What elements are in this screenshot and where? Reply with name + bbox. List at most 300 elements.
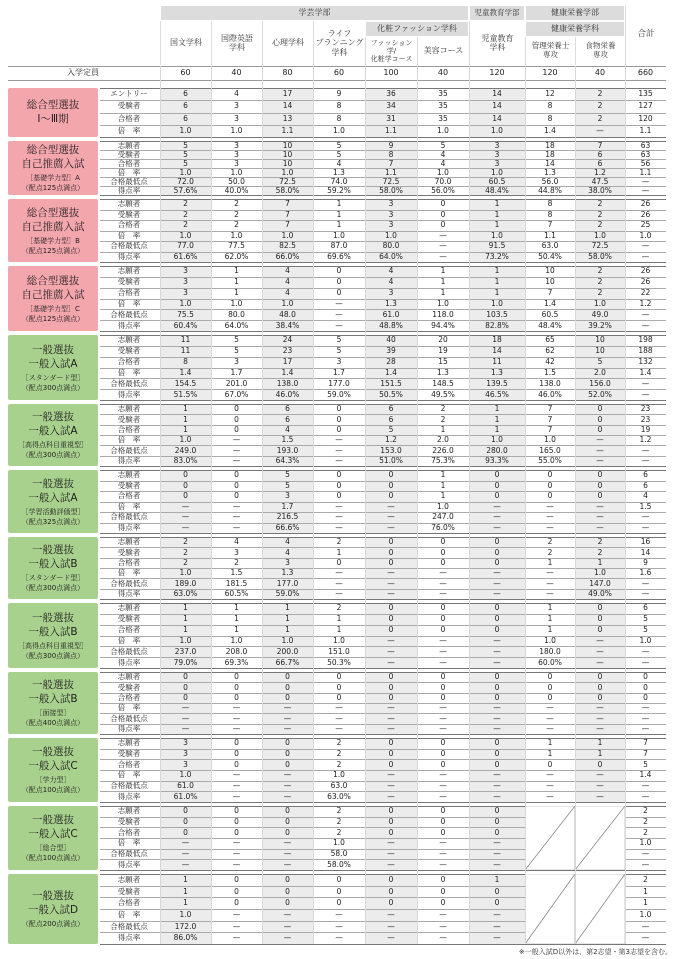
section-label-line: ［高得点科目重視型］ — [18, 641, 88, 650]
row-label: 志願者 — [117, 874, 141, 884]
table-cell: 1.0 — [639, 636, 652, 645]
table-cell: 0 — [643, 683, 648, 692]
table-cell: 0 — [440, 683, 446, 692]
section-label-line: （配点300点満点） — [21, 584, 85, 592]
section-label-line: （配点125点満点） — [21, 246, 85, 255]
section-label-line: 一般入試A — [28, 357, 78, 370]
table-cell: 2 — [440, 405, 446, 414]
table-cell: 0 — [643, 693, 648, 702]
table-cell: 0 — [285, 899, 290, 908]
table-cell: — — [439, 636, 447, 645]
table-cell: 10 — [595, 336, 605, 345]
table-cell: — — [439, 792, 447, 801]
table-cell: 1 — [336, 548, 342, 557]
table-cell: 18 — [545, 141, 555, 150]
row-label: 倍 率 — [117, 770, 141, 780]
table-cell: — — [335, 299, 343, 308]
table-cell: 2 — [234, 210, 239, 219]
table-cell: 3 — [494, 159, 500, 168]
table-cell: 1 — [440, 492, 446, 501]
row-label: 志願者 — [117, 199, 141, 209]
table-cell: — — [387, 569, 395, 578]
table-cell: — — [493, 704, 501, 713]
table-cell: 103.5 — [486, 310, 508, 319]
table-cell: 0 — [336, 415, 342, 424]
row-label: 倍 率 — [117, 230, 141, 240]
table-cell: 2 — [183, 558, 188, 567]
row-label: 合格最低点 — [110, 241, 148, 251]
section-label — [8, 603, 98, 668]
table-cell: 5 — [597, 358, 603, 367]
section-label — [8, 88, 98, 137]
table-cell: 4 — [643, 492, 648, 501]
row-label: 倍 率 — [117, 435, 141, 445]
table-cell: 1 — [547, 750, 553, 758]
table-cell: 4 — [234, 538, 239, 547]
table-cell: 76.0% — [431, 523, 455, 532]
table-cell: — — [232, 724, 241, 733]
table-cell: 216.5 — [276, 513, 299, 522]
row-label: 合格最低点 — [110, 781, 148, 790]
table-cell: 1.0 — [179, 771, 192, 780]
table-cell: 0 — [388, 760, 394, 769]
row-label: 志願者 — [117, 806, 141, 816]
table-cell: 3 — [234, 114, 239, 123]
table-cell: 60.5% — [224, 589, 249, 598]
table-cell: 1.3 — [491, 368, 503, 377]
table-cell: 1.0 — [385, 231, 397, 240]
table-cell: — — [641, 186, 650, 195]
section-label-line: （配点100点満点） — [21, 786, 85, 794]
row-label: 得点率 — [117, 859, 141, 869]
table-cell: 1 — [440, 289, 446, 298]
table-cell: — — [335, 569, 343, 578]
row-label: 得点率 — [117, 320, 141, 330]
table-cell: 2 — [597, 90, 603, 99]
row-label: 合格者 — [117, 357, 141, 367]
table-cell: 1.0 — [639, 231, 652, 240]
table-cell: 1 — [494, 405, 500, 414]
section-label-line: 一般選抜 — [32, 477, 74, 490]
table-cell: — — [439, 704, 447, 713]
table-cell: — — [387, 724, 395, 733]
table-cell: — — [493, 579, 501, 588]
table-cell: 0 — [388, 471, 394, 480]
row-label: 得点率 — [117, 588, 141, 598]
table-cell: 1.4 — [179, 368, 192, 377]
table-cell: 5 — [440, 141, 446, 150]
table-cell: 0 — [183, 807, 188, 816]
table-cell: — — [546, 792, 554, 801]
table-cell: 0 — [234, 683, 239, 692]
table-cell: 1.2 — [594, 168, 606, 177]
table-cell: — — [335, 724, 343, 733]
table-cell: 0 — [285, 807, 290, 816]
table-cell: 0 — [388, 693, 394, 702]
table-cell: 0 — [440, 200, 446, 209]
table-cell: 6 — [285, 415, 290, 424]
table-cell: 1 — [440, 278, 446, 287]
table-cell: 1.1 — [385, 126, 397, 135]
table-cell: 280.0 — [486, 446, 508, 455]
col-kokubun-header: 国文学科 — [160, 21, 211, 65]
table-cell: 3 — [234, 102, 239, 111]
table-cell: — — [181, 839, 190, 848]
table-cell: 2 — [597, 221, 603, 230]
table-cell: — — [493, 658, 501, 667]
capacity-value: 60 — [180, 68, 191, 77]
capacity-value: 40 — [594, 68, 606, 77]
table-cell: 63.0 — [330, 782, 348, 790]
table-cell: — — [232, 792, 241, 801]
table-cell: — — [232, 714, 241, 723]
table-cell: 2.0 — [437, 436, 449, 445]
table-cell: 151.5 — [380, 379, 402, 388]
table-cell: — — [283, 934, 292, 943]
table-cell: — — [546, 704, 554, 713]
section-label — [8, 404, 98, 466]
table-cell: — — [335, 704, 343, 713]
table-cell: 7 — [643, 750, 648, 758]
table-cell: 10 — [595, 347, 605, 356]
table-cell: 201.0 — [225, 379, 248, 388]
table-cell: 46.5% — [485, 390, 509, 399]
capacity-value: 100 — [383, 68, 399, 77]
table-cell: — — [232, 934, 241, 943]
table-cell: — — [596, 771, 604, 780]
table-cell: 0 — [597, 673, 603, 682]
table-cell: 1 — [643, 887, 648, 896]
table-cell: 1 — [494, 289, 500, 298]
table-cell: 1.1 — [639, 126, 652, 135]
table-cell: 2 — [643, 818, 648, 826]
table-cell: 0 — [234, 425, 239, 434]
table-cell: 1.0 — [437, 168, 449, 177]
col-shinri-header: 心理学科 — [262, 21, 313, 65]
table-cell: 177.0 — [276, 579, 299, 588]
table-cell: — — [283, 782, 292, 790]
table-cell: 1 — [336, 615, 342, 624]
table-cell: 60.5 — [541, 310, 559, 319]
table-cell: 0 — [336, 887, 342, 896]
table-cell: 0 — [440, 760, 446, 769]
table-cell: — — [283, 850, 292, 858]
table-cell: — — [596, 647, 604, 656]
table-cell: — — [641, 242, 650, 251]
table-cell: 1.1 — [544, 231, 556, 240]
table-cell: 0 — [234, 887, 239, 896]
capacity-label: 入学定員 — [67, 68, 99, 77]
table-cell: — — [387, 934, 395, 943]
table-cell: 0 — [285, 683, 290, 692]
table-cell: 2 — [336, 760, 342, 769]
table-cell: — — [546, 724, 554, 733]
table-cell: 0 — [336, 405, 342, 414]
table-cell: 0 — [336, 558, 342, 567]
row-label: 合格最低点 — [110, 445, 148, 455]
col-total-header: 合計 — [625, 5, 666, 65]
table-cell: 1 — [547, 615, 553, 624]
row-label: 志願者 — [117, 140, 141, 150]
row-label: 合格最低点 — [110, 176, 148, 186]
table-cell: 1.3 — [385, 299, 397, 308]
table-cell: — — [387, 704, 395, 713]
table-cell: 0 — [388, 739, 394, 748]
table-cell: — — [439, 850, 447, 858]
table-cell: 59.0% — [275, 589, 300, 598]
row-label: 受験者 — [117, 886, 141, 896]
table-cell: 1 — [597, 558, 603, 567]
table-cell: — — [439, 782, 447, 790]
row-label: 志願者 — [117, 738, 141, 748]
table-cell: 0 — [440, 887, 446, 896]
table-cell: 1.5 — [639, 502, 652, 511]
table-cell: 1 — [285, 604, 290, 613]
row-label: 得点率 — [117, 657, 141, 667]
table-cell: 1.0 — [281, 168, 294, 177]
row-label: 得点率 — [117, 389, 141, 399]
row-label: 倍 率 — [117, 703, 141, 713]
table-cell: — — [596, 502, 604, 511]
table-cell: 0 — [597, 615, 603, 624]
table-cell: 1 — [494, 875, 500, 884]
table-cell: 25 — [640, 221, 651, 230]
table-cell: 66.0% — [275, 252, 300, 261]
table-cell: 58.0% — [379, 186, 403, 195]
section-label-line: （配点400点満点） — [21, 719, 85, 727]
table-cell: 72.0 — [177, 177, 194, 186]
table-cell: 46.0% — [538, 390, 562, 399]
row-label: 受験者 — [117, 480, 141, 490]
table-cell: 0 — [336, 471, 342, 480]
table-cell: — — [283, 714, 292, 723]
table-cell: 6 — [388, 405, 394, 414]
table-cell: 180.0 — [539, 647, 561, 656]
table-cell: 3 — [494, 150, 500, 159]
table-cell: — — [232, 456, 241, 465]
table-cell: 10 — [282, 159, 293, 168]
table-cell: 8 — [547, 200, 553, 209]
table-cell: 3 — [388, 289, 394, 298]
table-cell: — — [232, 922, 241, 931]
col-shokumotsu-header: 食物栄養 専攻 — [575, 37, 625, 65]
table-cell: — — [232, 704, 241, 713]
table-cell: 3 — [234, 150, 239, 159]
table-cell: 63.0% — [173, 589, 198, 598]
table-cell: 0 — [440, 538, 446, 547]
table-cell: 64.0% — [224, 321, 249, 330]
table-cell: 1.0 — [437, 126, 449, 135]
table-cell: 48.4% — [485, 186, 509, 195]
table-cell: 14 — [545, 159, 555, 168]
section-label-line: ［学力型］ — [35, 776, 71, 784]
table-cell: — — [335, 934, 343, 943]
table-cell: 1.4 — [281, 368, 294, 377]
table-cell: 1 — [234, 626, 239, 635]
table-cell: 0 — [440, 558, 446, 567]
table-cell: 0 — [388, 604, 394, 613]
table-cell: 1.0 — [179, 231, 192, 240]
table-cell: 1 — [183, 415, 188, 424]
table-cell: 2.0 — [594, 368, 606, 377]
table-cell: 10 — [282, 141, 293, 150]
table-cell: 9 — [388, 141, 394, 150]
table-cell: 59.2% — [327, 186, 351, 195]
section-label-line: （配点300点満点） — [21, 651, 85, 660]
table-cell: 0 — [440, 739, 446, 748]
row-label: 受験者 — [117, 547, 141, 557]
table-cell: 1.0 — [179, 168, 192, 177]
table-cell: 7 — [547, 221, 553, 230]
table-cell: 0 — [234, 828, 239, 837]
table-cell: 0 — [494, 558, 500, 567]
table-cell: — — [181, 850, 190, 858]
table-cell: 10 — [545, 278, 555, 287]
table-cell: — — [283, 922, 292, 931]
table-cell: — — [283, 771, 292, 780]
row-label: 受験者 — [117, 749, 141, 758]
section-label-line: 一般入試C — [28, 828, 78, 840]
table-cell: — — [335, 513, 343, 522]
table-cell: 3 — [183, 278, 188, 287]
row-label: 合格者 — [117, 692, 141, 702]
table-cell: 8 — [547, 210, 553, 219]
row-label: 志願者 — [117, 266, 141, 276]
table-cell: 1 — [597, 750, 603, 758]
table-cell: 48.4% — [538, 321, 562, 330]
table-cell: 0 — [440, 807, 446, 816]
table-cell: — — [641, 379, 650, 388]
table-cell: — — [181, 513, 190, 522]
table-cell: 93.3% — [485, 456, 509, 465]
table-cell: 24 — [282, 336, 293, 345]
table-cell: 153.0 — [380, 446, 402, 455]
table-cell: — — [493, 839, 501, 848]
table-cell: 26 — [640, 267, 651, 276]
row-label: 倍 率 — [117, 298, 141, 308]
table-cell: 1 — [336, 626, 342, 635]
table-cell: 0 — [336, 278, 342, 287]
table-cell: — — [493, 910, 501, 919]
table-cell: — — [641, 792, 650, 801]
table-cell: — — [641, 658, 650, 667]
table-cell: 2 — [597, 210, 603, 219]
table-cell: 63 — [640, 141, 651, 150]
table-cell: 0 — [494, 626, 500, 635]
table-cell: 1.0 — [281, 636, 294, 645]
section-label-line: 総合型選抜 — [26, 98, 80, 111]
table-cell: — — [387, 589, 395, 598]
table-cell: 50.0 — [228, 177, 245, 186]
section-label-line: 一般選抜 — [32, 746, 74, 758]
table-cell: 11 — [180, 336, 191, 345]
table-cell: 1 — [494, 200, 500, 209]
table-cell: — — [641, 589, 650, 598]
table-cell: 4 — [440, 150, 446, 159]
table-cell: 2 — [336, 604, 342, 613]
table-cell: 4 — [285, 278, 290, 287]
table-cell: 0 — [388, 887, 394, 896]
table-cell: 0 — [336, 267, 342, 276]
table-cell: — — [546, 579, 554, 588]
table-cell: — — [387, 647, 395, 656]
table-cell: 0 — [234, 899, 239, 908]
table-cell: 9 — [643, 558, 648, 567]
table-cell: 1.0 — [491, 126, 503, 135]
table-cell: — — [439, 934, 447, 943]
row-label: 受験者 — [117, 149, 141, 159]
table-cell: 6 — [388, 415, 394, 424]
table-cell: 56.0 — [541, 177, 559, 186]
table-cell: 0 — [234, 673, 239, 682]
table-cell: 74.0 — [330, 177, 348, 186]
row-label: 倍 率 — [117, 635, 141, 645]
table-cell: 0 — [183, 492, 188, 501]
table-cell: 1.0 — [594, 569, 606, 578]
table-cell: — — [335, 502, 343, 511]
table-cell: — — [596, 792, 604, 801]
table-cell: 5 — [234, 336, 239, 345]
table-cell: 2 — [643, 807, 648, 816]
table-cell: 165.0 — [539, 446, 561, 455]
table-cell: — — [335, 523, 343, 532]
table-cell: 63.0% — [327, 792, 351, 801]
table-cell: 4 — [336, 159, 342, 168]
table-cell: — — [493, 922, 501, 931]
row-label: 得点率 — [117, 455, 141, 465]
table-cell: 0 — [234, 471, 239, 480]
table-cell: 55.0% — [538, 456, 562, 465]
table-cell: 2 — [234, 558, 239, 567]
table-cell: 0 — [234, 481, 239, 490]
table-cell: 0 — [183, 673, 188, 682]
col-life-header: ライフ プランニング 学科 — [313, 21, 365, 65]
table-cell: — — [641, 523, 650, 532]
table-cell: 35 — [438, 102, 448, 111]
section-label-line: 一般入試B — [28, 693, 78, 705]
table-cell: 62.0% — [224, 252, 249, 261]
table-cell: 1.0 — [594, 299, 606, 308]
table-cell: 48.8% — [379, 321, 403, 330]
section-label — [8, 537, 98, 599]
table-cell: 1.2 — [639, 436, 652, 445]
col-fashion-header: ファッション学/ 化粧学コース — [365, 37, 417, 65]
table-cell: 0 — [285, 693, 290, 702]
table-cell: 60.5 — [488, 177, 506, 186]
table-cell: 0 — [494, 739, 500, 748]
row-label: 合格者 — [117, 158, 141, 168]
table-cell: 6 — [597, 159, 603, 168]
table-cell: — — [387, 771, 395, 780]
table-cell: 138.0 — [539, 379, 561, 388]
row-label: 合格者 — [117, 898, 141, 908]
table-cell: 1 — [440, 471, 446, 480]
row-label: 受験者 — [117, 614, 141, 624]
row-label: 得点率 — [117, 791, 141, 801]
table-cell: 181.5 — [225, 579, 248, 588]
table-cell: — — [493, 782, 501, 790]
row-label: 合格最低点 — [110, 849, 148, 858]
section-label-line: （配点325点満点） — [21, 517, 85, 526]
table-cell: 0 — [336, 693, 342, 702]
table-cell: 4 — [388, 267, 394, 276]
row-label: 受験者 — [117, 682, 141, 692]
capacity-value: 40 — [437, 68, 449, 77]
table-cell: 127 — [638, 102, 653, 111]
capacity-value: 120 — [542, 68, 558, 77]
row-label: 合格者 — [117, 491, 141, 501]
table-cell: — — [439, 589, 447, 598]
